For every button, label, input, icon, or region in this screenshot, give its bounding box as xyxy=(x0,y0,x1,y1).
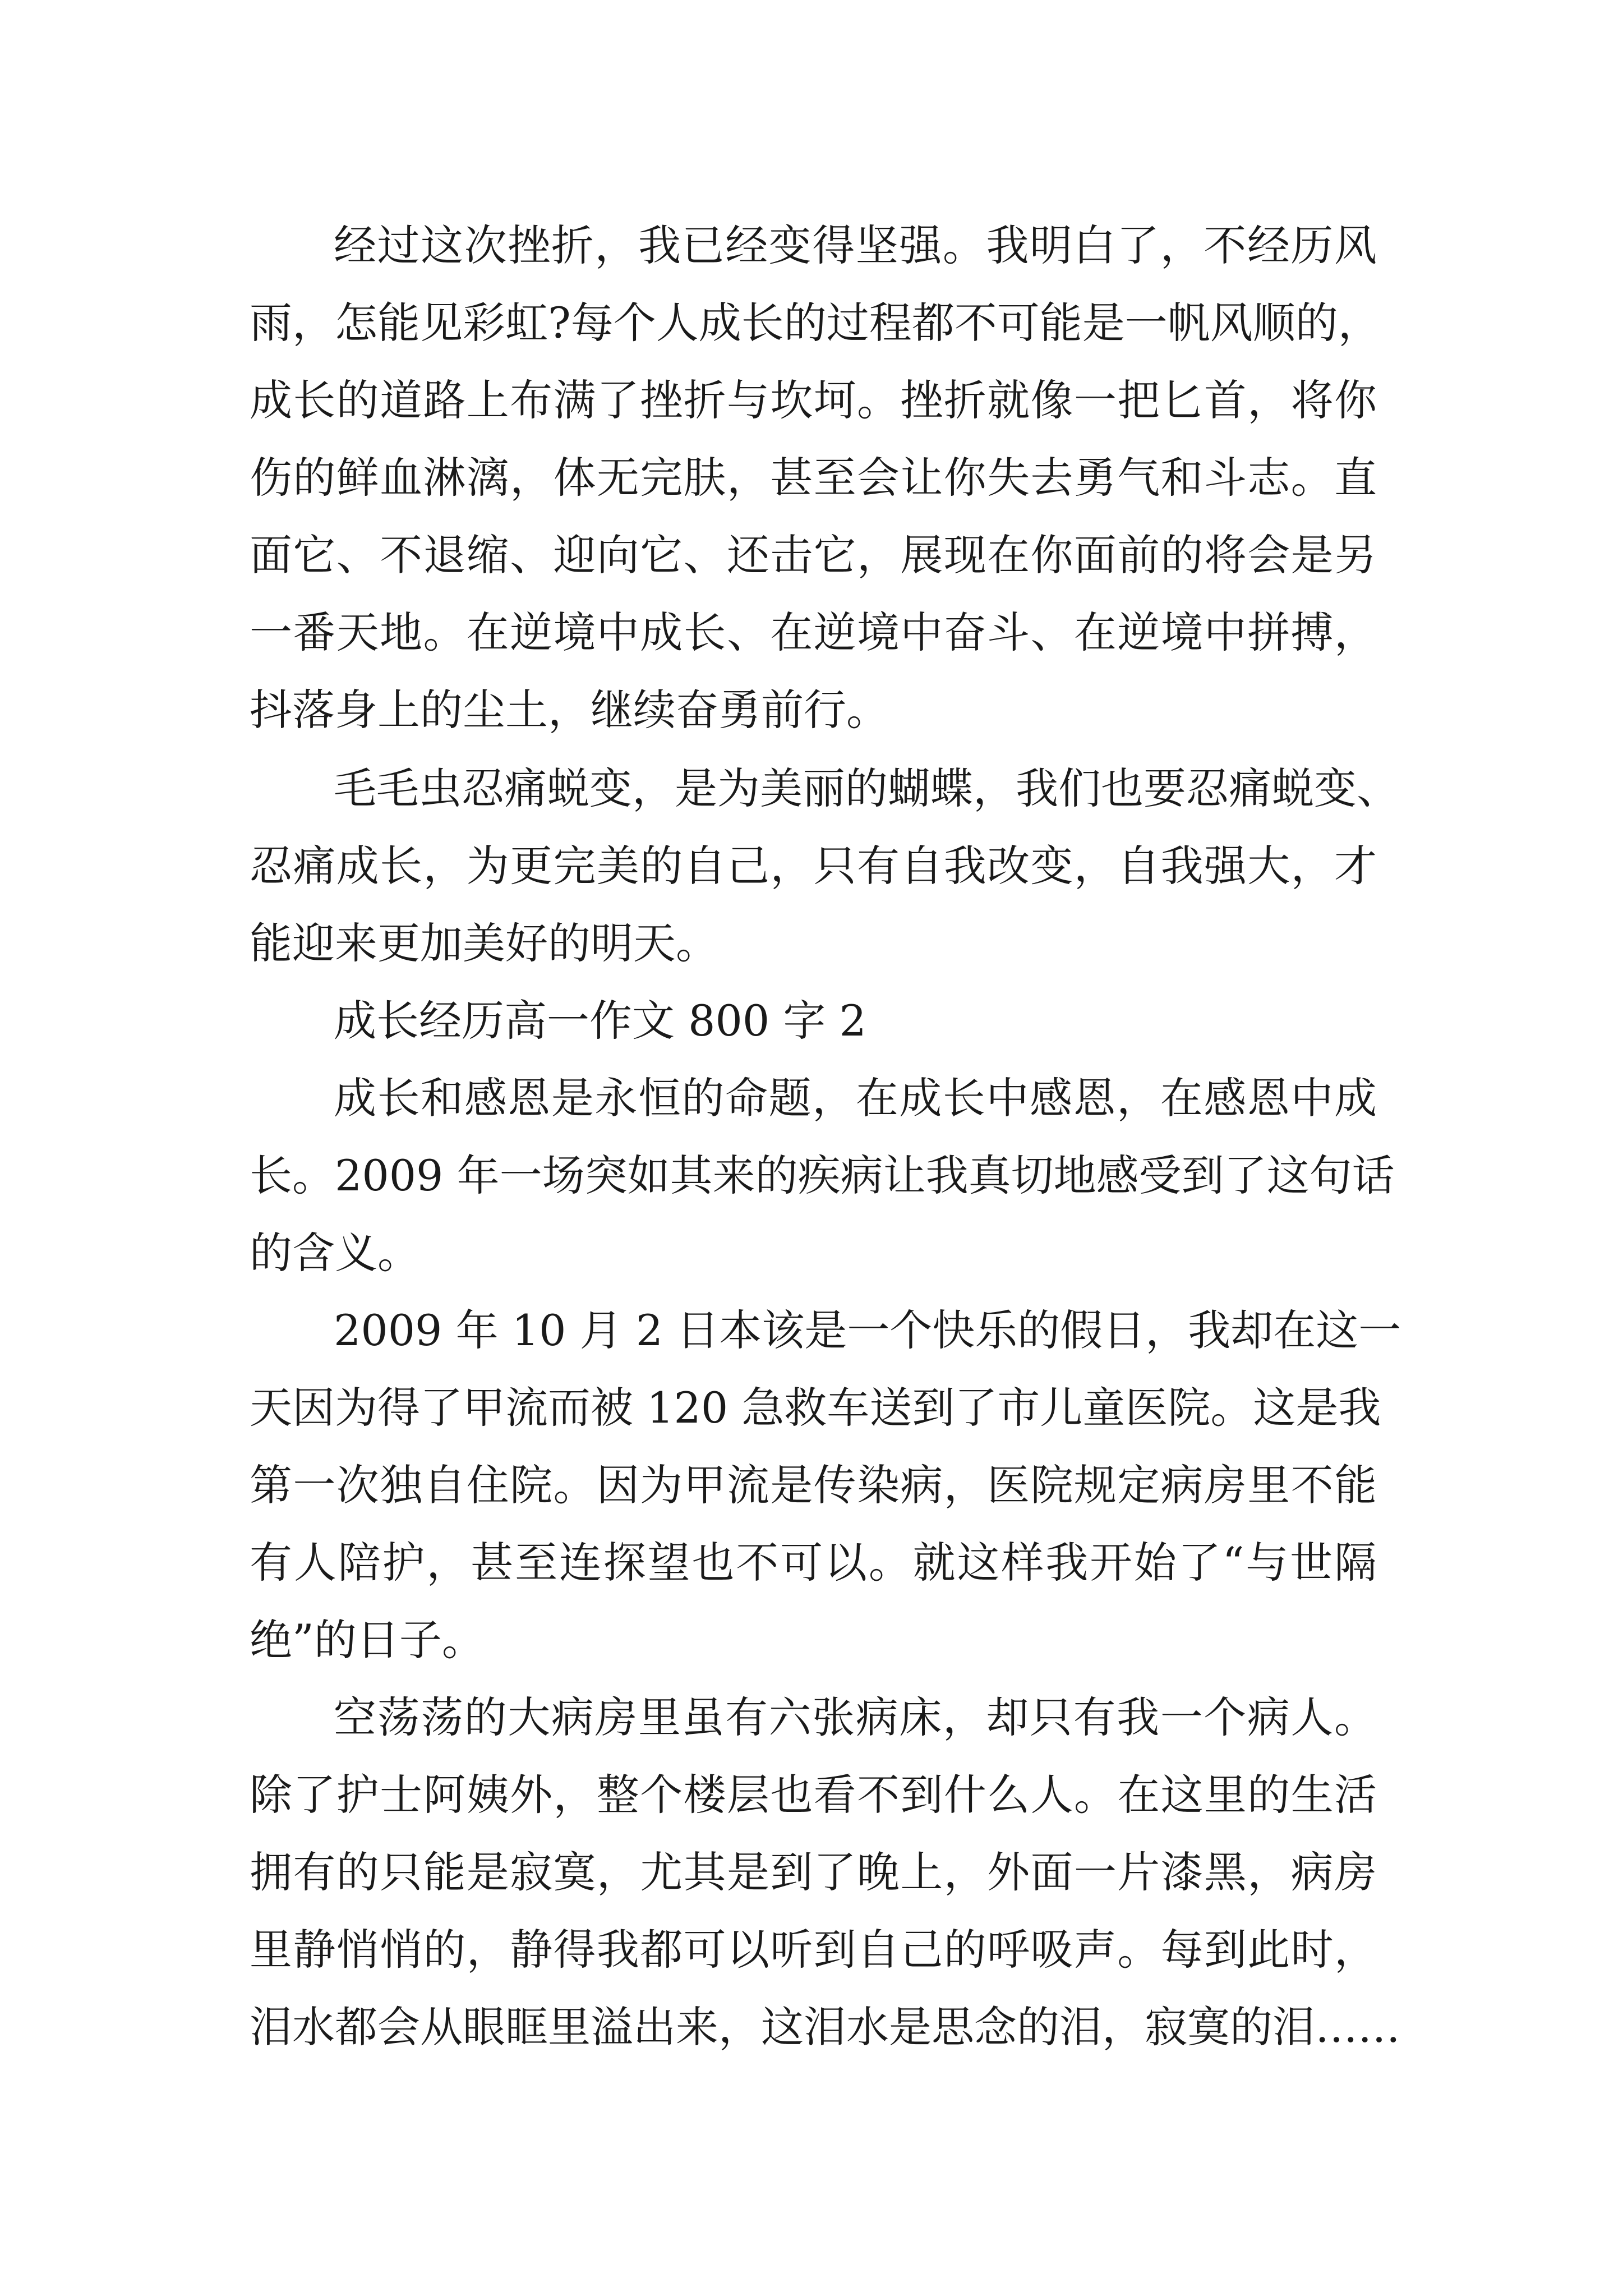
paragraph-4-line-1: 2009 年 10 月 2 日本该是一个快乐的假日，我却在这一 xyxy=(334,1305,1401,1355)
paragraph-4-line-3: 第一次独自住院。因为甲流是传染病，医院规定病房里不能 xyxy=(250,1460,1377,1510)
paragraph-4-line-2: 天因为得了甲流而被 120 急救车送到了市儿童医院。这是我 xyxy=(250,1383,1381,1433)
paragraph-5-line-4: 里静悄悄的，静得我都可以听到自己的呼吸声。每到此时， xyxy=(250,1925,1377,1975)
section-heading: 成长经历高一作文 800 字 2 xyxy=(334,996,866,1046)
paragraph-3-line-3: 的含义。 xyxy=(250,1228,420,1278)
paragraph-5-line-1: 空荡荡的大病房里虽有六张病床，却只有我一个病人。 xyxy=(334,1692,1377,1742)
paragraph-2-line-3: 能迎来更加美好的明天。 xyxy=(250,918,718,968)
paragraph-1-line-7: 抖落身上的尘土，继续奋勇前行。 xyxy=(250,685,889,735)
paragraph-2-line-1: 毛毛虫忍痛蜕变，是为美丽的蝴蝶，我们也要忍痛蜕变、 xyxy=(334,763,1399,813)
paragraph-5-line-3: 拥有的只能是寂寞，尤其是到了晚上，外面一片漆黑，病房 xyxy=(250,1847,1377,1897)
paragraph-3-line-1: 成长和感恩是永恒的命题，在成长中感恩，在感恩中成 xyxy=(334,1073,1377,1123)
paragraph-1-line-3: 成长的道路上布满了挫折与坎坷。挫折就像一把匕首，将你 xyxy=(250,375,1377,425)
paragraph-1-line-2: 雨，怎能见彩虹?每个人成长的过程都不可能是一帆风顺的， xyxy=(250,298,1381,348)
paragraph-3-line-2: 长。2009 年一场突如其来的疾病让我真切地感受到了这句话 xyxy=(250,1151,1395,1200)
paragraph-1-line-4: 伤的鲜血淋漓，体无完肤，甚至会让你失去勇气和斗志。直 xyxy=(250,453,1377,503)
paragraph-1-line-5: 面它、不退缩、迎向它、还击它，展现在你面前的将会是另 xyxy=(250,530,1377,580)
paragraph-4-line-5: 绝”的日子。 xyxy=(250,1615,485,1665)
paragraph-1-line-6: 一番天地。在逆境中成长、在逆境中奋斗、在逆境中拼搏， xyxy=(250,608,1377,657)
paragraph-5-line-5: 泪水都会从眼眶里溢出来，这泪水是思念的泪，寂寞的泪…… xyxy=(250,2002,1400,2052)
paragraph-5-line-2: 除了护士阿姨外，整个楼层也看不到什么人。在这里的生活 xyxy=(250,1770,1377,1820)
paragraph-4-line-4: 有人陪护，甚至连探望也不可以。就这样我开始了“与世隔 xyxy=(250,1538,1377,1588)
paragraph-1-line-1: 经过这次挫折，我已经变得坚强。我明白了，不经历风 xyxy=(334,220,1377,270)
paragraph-2-line-2: 忍痛成长，为更完美的自己，只有自我改变，自我强大，才 xyxy=(250,841,1377,891)
